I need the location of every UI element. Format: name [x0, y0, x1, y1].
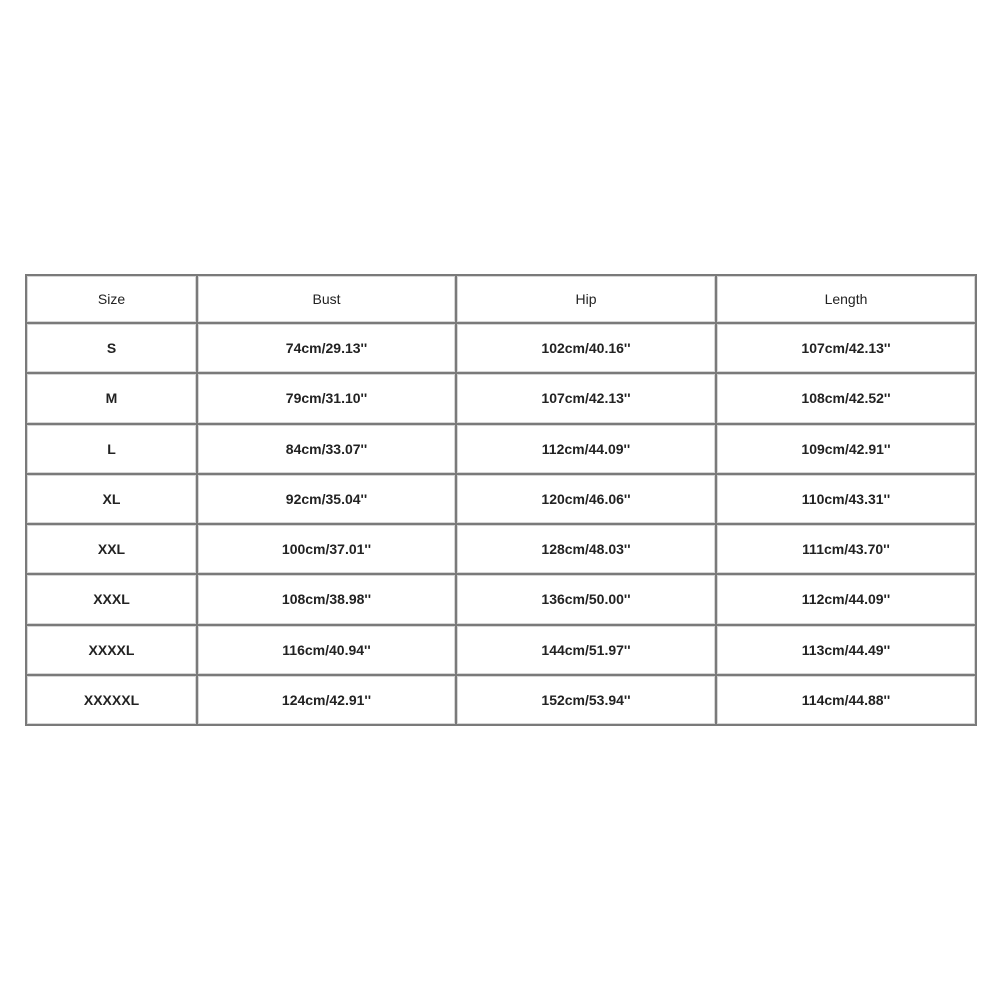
table-row	[26, 574, 976, 624]
header-length: Length	[716, 275, 976, 323]
header-bust: Bust	[197, 275, 456, 323]
size-cell: XXL	[26, 524, 197, 574]
hip-cell: 144cm/51.97''	[456, 625, 716, 675]
table-row	[26, 323, 976, 373]
bust-cell: 124cm/42.91''	[197, 675, 456, 725]
bust-cell: 92cm/35.04''	[197, 474, 456, 524]
length-cell: 109cm/42.91''	[716, 424, 976, 474]
hip-cell: 152cm/53.94''	[456, 675, 716, 725]
header-row	[26, 275, 976, 323]
size-cell: XXXXXL	[26, 675, 197, 725]
length-cell: 108cm/42.52''	[716, 373, 976, 423]
bust-cell: 116cm/40.94''	[197, 625, 456, 675]
bust-cell: 84cm/33.07''	[197, 424, 456, 474]
header-hip: Hip	[456, 275, 716, 323]
table-row	[26, 625, 976, 675]
bust-cell: 108cm/38.98''	[197, 574, 456, 624]
length-cell: 112cm/44.09''	[716, 574, 976, 624]
size-cell: M	[26, 373, 197, 423]
hip-cell: 102cm/40.16''	[456, 323, 716, 373]
header-size: Size	[26, 275, 197, 323]
length-cell: 114cm/44.88''	[716, 675, 976, 725]
size-chart-table	[25, 274, 977, 726]
hip-cell: 128cm/48.03''	[456, 524, 716, 574]
length-cell: 111cm/43.70''	[716, 524, 976, 574]
bust-cell: 79cm/31.10''	[197, 373, 456, 423]
table-row	[26, 524, 976, 574]
size-cell: XL	[26, 474, 197, 524]
bust-cell: 100cm/37.01''	[197, 524, 456, 574]
hip-cell: 136cm/50.00''	[456, 574, 716, 624]
table-row	[26, 675, 976, 725]
size-cell: L	[26, 424, 197, 474]
length-cell: 107cm/42.13''	[716, 323, 976, 373]
bust-cell: 74cm/29.13''	[197, 323, 456, 373]
size-cell: S	[26, 323, 197, 373]
table-row	[26, 474, 976, 524]
size-cell: XXXXL	[26, 625, 197, 675]
size-cell: XXXL	[26, 574, 197, 624]
hip-cell: 107cm/42.13''	[456, 373, 716, 423]
table-row	[26, 373, 976, 423]
length-cell: 113cm/44.49''	[716, 625, 976, 675]
table-row	[26, 424, 976, 474]
hip-cell: 120cm/46.06''	[456, 474, 716, 524]
hip-cell: 112cm/44.09''	[456, 424, 716, 474]
length-cell: 110cm/43.31''	[716, 474, 976, 524]
